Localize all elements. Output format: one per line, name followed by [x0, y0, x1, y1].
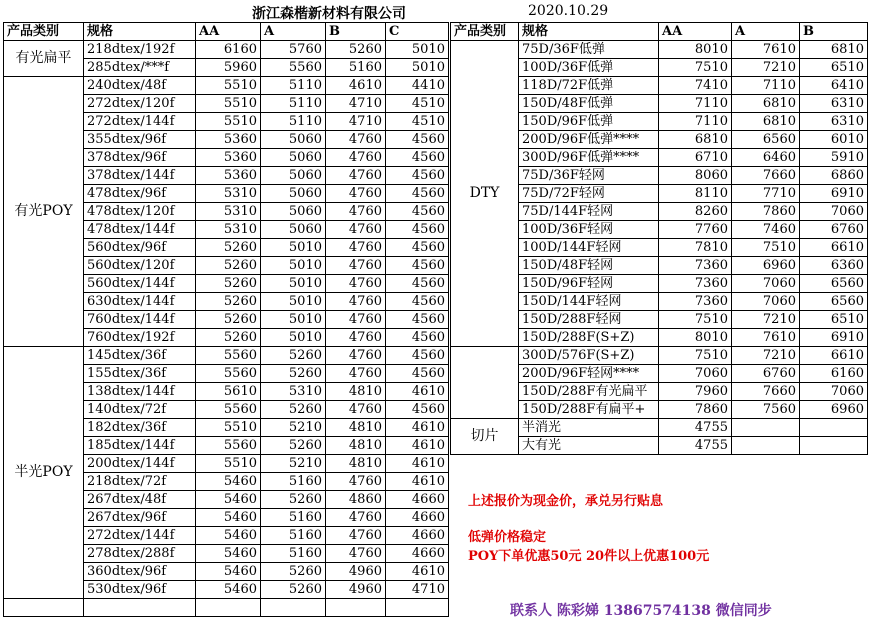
price-cell: 7110 [732, 77, 800, 95]
price-cell: 5310 [196, 221, 261, 239]
price-cell: 6760 [732, 365, 800, 383]
spec-cell: 182dtex/36f [84, 419, 196, 437]
price-cell: 6960 [732, 257, 800, 275]
spec-cell: 300D/96F低弹**** [519, 149, 659, 167]
price-cell [800, 419, 868, 437]
price-cell: 4560 [386, 293, 449, 311]
table-row [451, 41, 868, 59]
right-price-table [450, 22, 868, 455]
price-cell: 4760 [326, 275, 386, 293]
price-cell: 5260 [261, 401, 326, 419]
price-cell: 4560 [386, 131, 449, 149]
price-cell: 4610 [386, 437, 449, 455]
price-cell: 5010 [261, 329, 326, 347]
left-price-table [3, 22, 449, 617]
price-cell: 5110 [261, 95, 326, 113]
price-cell: 4810 [326, 383, 386, 401]
price-cell: 6610 [800, 347, 868, 365]
price-cell: 5160 [261, 527, 326, 545]
spec-cell: 378dtex/144f [84, 167, 196, 185]
price-cell: 5460 [196, 563, 261, 581]
price-cell: 5360 [196, 131, 261, 149]
price-cell: 7560 [732, 401, 800, 419]
contact-info: 联系人 陈彩娣 13867574138 微信同步 [510, 603, 772, 619]
price-cell: 5560 [196, 365, 261, 383]
price-cell: 4710 [386, 581, 449, 599]
spec-cell: 150D/144F轻网 [519, 293, 659, 311]
price-cell: 4610 [386, 419, 449, 437]
price-cell: 4560 [386, 185, 449, 203]
price-cell: 4760 [326, 185, 386, 203]
price-cell: 8110 [659, 185, 732, 203]
price-cell: 7510 [659, 59, 732, 77]
table-row [4, 77, 449, 95]
price-cell: 6560 [800, 293, 868, 311]
price-cell: 4760 [326, 167, 386, 185]
price-cell: 5260 [261, 347, 326, 365]
spec-cell: 530dtex/96f [84, 581, 196, 599]
price-cell: 4560 [386, 347, 449, 365]
price-cell: 5010 [261, 239, 326, 257]
price-cell: 4560 [386, 167, 449, 185]
price-cell: 8260 [659, 203, 732, 221]
price-cell: 5260 [261, 365, 326, 383]
price-cell: 4560 [386, 257, 449, 275]
spec-cell: 285dtex/***f [84, 59, 196, 77]
price-cell: 4760 [326, 473, 386, 491]
price-cell: 7210 [732, 311, 800, 329]
price-cell: 6810 [800, 41, 868, 59]
price-cell: 4710 [326, 95, 386, 113]
price-cell: 4810 [326, 455, 386, 473]
price-cell: 4810 [326, 419, 386, 437]
spec-cell: 150D/288F有光扁平 [519, 383, 659, 401]
price-cell: 5260 [261, 437, 326, 455]
spec-cell: 478dtex/120f [84, 203, 196, 221]
price-cell: 5160 [326, 59, 386, 77]
price-cell: 5010 [261, 293, 326, 311]
price-cell: 6910 [800, 329, 868, 347]
price-cell: 5260 [196, 329, 261, 347]
price-cell: 7810 [659, 239, 732, 257]
price-cell: 5160 [261, 509, 326, 527]
price-cell: 5510 [196, 455, 261, 473]
price-cell: 6910 [800, 185, 868, 203]
spec-cell: 200D/96F低弹**** [519, 131, 659, 149]
price-cell: 5160 [261, 545, 326, 563]
spec-cell: 378dtex/96f [84, 149, 196, 167]
price-cell: 5460 [196, 527, 261, 545]
spec-cell: 630dtex/144f [84, 293, 196, 311]
price-cell: 8010 [659, 41, 732, 59]
spec-cell: 185dtex/144f [84, 437, 196, 455]
spec-cell: 75D/72F轻网 [519, 185, 659, 203]
price-cell: 5910 [800, 149, 868, 167]
spec-cell: 278dtex/288f [84, 545, 196, 563]
spec-cell: 267dtex/48f [84, 491, 196, 509]
price-cell: 4810 [326, 437, 386, 455]
price-cell: 7210 [732, 59, 800, 77]
spec-cell: 240dtex/48f [84, 77, 196, 95]
category-cell: 半光POY [4, 347, 84, 599]
price-cell: 5560 [196, 437, 261, 455]
price-cell: 5260 [261, 581, 326, 599]
spec-cell: 560dtex/120f [84, 257, 196, 275]
price-cell: 4755 [659, 419, 732, 437]
price-cell: 5510 [196, 77, 261, 95]
price-cell: 5260 [196, 311, 261, 329]
price-cell: 6610 [800, 239, 868, 257]
price-cell: 5060 [261, 221, 326, 239]
spec-cell: 760dtex/192f [84, 329, 196, 347]
table-row [4, 41, 449, 59]
price-cell: 5460 [196, 581, 261, 599]
column-header: B [326, 23, 386, 41]
price-cell: 4560 [386, 203, 449, 221]
price-cell: 4560 [386, 311, 449, 329]
price-cell: 6410 [800, 77, 868, 95]
price-cell: 5260 [261, 563, 326, 581]
price-cell: 7610 [732, 41, 800, 59]
price-cell: 4760 [326, 221, 386, 239]
price-cell: 5260 [196, 257, 261, 275]
price-cell: 4760 [326, 347, 386, 365]
price-cell: 5760 [261, 41, 326, 59]
price-cell: 4760 [326, 509, 386, 527]
spec-cell: 272dtex/144f [84, 113, 196, 131]
spec-cell: 560dtex/96f [84, 239, 196, 257]
price-cell: 6860 [800, 167, 868, 185]
blank-cell [196, 599, 261, 617]
price-cell: 5960 [196, 59, 261, 77]
price-cell: 4760 [326, 293, 386, 311]
spec-cell: 150D/48F轻网 [519, 257, 659, 275]
spec-cell: 150D/48F低弹 [519, 95, 659, 113]
price-cell: 5110 [261, 77, 326, 95]
price-cell: 5060 [261, 185, 326, 203]
category-cell: 有光扁平 [4, 41, 84, 77]
spec-cell: 218dtex/192f [84, 41, 196, 59]
table-row [451, 347, 868, 365]
price-cell: 6360 [800, 257, 868, 275]
price-cell: 4560 [386, 221, 449, 239]
price-cell: 4860 [326, 491, 386, 509]
price-cell: 5510 [196, 95, 261, 113]
column-header: 产品类别 [4, 23, 84, 41]
spec-cell: 75D/144F轻网 [519, 203, 659, 221]
column-header: 产品类别 [451, 23, 519, 41]
spec-cell: 478dtex/144f [84, 221, 196, 239]
spec-cell: 138dtex/144f [84, 383, 196, 401]
price-cell [732, 437, 800, 455]
price-cell: 6810 [659, 131, 732, 149]
price-cell: 5060 [261, 131, 326, 149]
category-cell: DTY [451, 41, 519, 347]
spec-cell: 大有光 [519, 437, 659, 455]
column-header: AA [659, 23, 732, 41]
price-cell: 4510 [386, 113, 449, 131]
spec-cell: 150D/96F低弹 [519, 113, 659, 131]
spec-cell: 145dtex/36f [84, 347, 196, 365]
price-cell: 4760 [326, 311, 386, 329]
price-cell: 6510 [800, 311, 868, 329]
price-cell: 5460 [196, 491, 261, 509]
price-cell: 4960 [326, 581, 386, 599]
price-cell: 6310 [800, 95, 868, 113]
spec-cell: 150D/288F有扁平+ [519, 401, 659, 419]
price-cell: 5260 [196, 239, 261, 257]
blank-cell [261, 599, 326, 617]
category-cell [451, 347, 519, 419]
price-cell: 4760 [326, 239, 386, 257]
price-cell: 7360 [659, 275, 732, 293]
price-cell: 4760 [326, 149, 386, 167]
header-row [451, 23, 868, 41]
price-cell: 7410 [659, 77, 732, 95]
price-cell: 5260 [196, 275, 261, 293]
spec-cell: 100D/144F轻网 [519, 239, 659, 257]
price-cell: 5560 [196, 401, 261, 419]
price-cell: 4760 [326, 527, 386, 545]
price-cell: 5560 [261, 59, 326, 77]
date-label: 2020.10.29 [528, 3, 609, 19]
price-cell: 6560 [800, 275, 868, 293]
price-cell: 5060 [261, 203, 326, 221]
price-cell: 7610 [732, 329, 800, 347]
price-cell: 4960 [326, 563, 386, 581]
price-cell: 5310 [196, 203, 261, 221]
price-cell: 7460 [732, 221, 800, 239]
spec-cell: 200dtex/144f [84, 455, 196, 473]
note-cash-price: 上述报价为现金价，承兑另行贴息 [468, 494, 664, 509]
price-cell: 7510 [732, 239, 800, 257]
note-poy-discount: POY下单优惠50元 20件以上优惠100元 [468, 549, 710, 564]
spec-cell: 218dtex/72f [84, 473, 196, 491]
price-cell: 7710 [732, 185, 800, 203]
price-cell: 7360 [659, 293, 732, 311]
category-cell: 有光POY [4, 77, 84, 347]
table-row [4, 347, 449, 365]
company-title: 浙江森楷新材料有限公司 [252, 6, 406, 22]
spec-cell: 150D/288F轻网 [519, 311, 659, 329]
price-cell: 4510 [386, 95, 449, 113]
price-cell: 5060 [261, 149, 326, 167]
column-header: C [386, 23, 449, 41]
price-cell: 4755 [659, 437, 732, 455]
price-cell: 7060 [800, 203, 868, 221]
price-cell: 5010 [386, 41, 449, 59]
price-cell [800, 437, 868, 455]
price-cell: 7510 [659, 311, 732, 329]
blank-cell [4, 599, 84, 617]
spec-cell: 300D/576F(S+Z) [519, 347, 659, 365]
price-cell: 7760 [659, 221, 732, 239]
price-cell: 5010 [386, 59, 449, 77]
price-cell: 7510 [659, 347, 732, 365]
price-cell: 4610 [386, 383, 449, 401]
price-cell: 5010 [261, 257, 326, 275]
spec-cell: 75D/36F低弹 [519, 41, 659, 59]
price-cell: 4560 [386, 149, 449, 167]
price-cell: 6160 [196, 41, 261, 59]
price-cell: 5460 [196, 545, 261, 563]
price-cell: 5360 [196, 167, 261, 185]
column-header: A [261, 23, 326, 41]
price-cell: 4760 [326, 365, 386, 383]
price-cell: 5560 [196, 347, 261, 365]
header-row [4, 23, 449, 41]
price-cell: 5160 [261, 473, 326, 491]
table-row [451, 419, 868, 437]
blank-cell [326, 599, 386, 617]
price-cell: 4560 [386, 365, 449, 383]
price-cell: 8010 [659, 329, 732, 347]
spec-cell: 272dtex/144f [84, 527, 196, 545]
price-cell: 5610 [196, 383, 261, 401]
column-header: 规格 [519, 23, 659, 41]
price-cell: 4660 [386, 509, 449, 527]
spec-cell: 100D/36F低弹 [519, 59, 659, 77]
price-cell: 6960 [800, 401, 868, 419]
price-cell: 6010 [800, 131, 868, 149]
price-cell: 5310 [261, 383, 326, 401]
price-cell: 5310 [196, 185, 261, 203]
price-cell: 5060 [261, 167, 326, 185]
spec-cell: 155dtex/36f [84, 365, 196, 383]
price-cell: 5010 [261, 275, 326, 293]
price-cell: 4610 [386, 473, 449, 491]
price-cell: 4560 [386, 329, 449, 347]
price-cell: 5010 [261, 311, 326, 329]
price-cell: 5460 [196, 509, 261, 527]
spec-cell: 118D/72F低弹 [519, 77, 659, 95]
price-cell: 6810 [732, 113, 800, 131]
price-cell: 4560 [386, 275, 449, 293]
price-cell: 5210 [261, 419, 326, 437]
spec-cell: 355dtex/96f [84, 131, 196, 149]
price-cell: 5510 [196, 113, 261, 131]
price-cell: 4760 [326, 131, 386, 149]
price-cell: 6310 [800, 113, 868, 131]
price-cell: 7660 [732, 167, 800, 185]
blank-cell [386, 599, 449, 617]
price-cell: 7360 [659, 257, 732, 275]
column-header: B [800, 23, 868, 41]
price-cell: 4610 [326, 77, 386, 95]
price-cell: 4660 [386, 527, 449, 545]
price-cell: 6760 [800, 221, 868, 239]
spec-cell: 267dtex/96f [84, 509, 196, 527]
spec-cell: 272dtex/120f [84, 95, 196, 113]
spec-cell: 360dtex/96f [84, 563, 196, 581]
price-cell: 6810 [732, 95, 800, 113]
price-cell: 5510 [196, 419, 261, 437]
price-cell: 5260 [261, 491, 326, 509]
price-cell: 5360 [196, 149, 261, 167]
price-cell: 4660 [386, 491, 449, 509]
price-cell: 7060 [800, 383, 868, 401]
price-cell: 4760 [326, 329, 386, 347]
price-cell: 7060 [659, 365, 732, 383]
price-cell: 7110 [659, 113, 732, 131]
column-header: 规格 [84, 23, 196, 41]
spec-cell: 478dtex/96f [84, 185, 196, 203]
price-cell: 5210 [261, 455, 326, 473]
price-cell: 7110 [659, 95, 732, 113]
spec-cell: 150D/288F(S+Z) [519, 329, 659, 347]
price-cell: 4710 [326, 113, 386, 131]
price-cell: 5110 [261, 113, 326, 131]
price-cell [732, 419, 800, 437]
price-cell: 4760 [326, 257, 386, 275]
price-cell: 7060 [732, 275, 800, 293]
price-cell: 7210 [732, 347, 800, 365]
price-cell: 5260 [326, 41, 386, 59]
price-cell: 5260 [196, 293, 261, 311]
spec-cell: 75D/36F轻网 [519, 167, 659, 185]
price-cell: 6560 [732, 131, 800, 149]
price-cell: 4760 [326, 401, 386, 419]
blank-row [4, 599, 449, 617]
price-cell: 4560 [386, 401, 449, 419]
price-cell: 4760 [326, 545, 386, 563]
column-header: AA [196, 23, 261, 41]
spec-cell: 200D/96F轻网**** [519, 365, 659, 383]
category-cell: 切片 [451, 419, 519, 455]
price-cell: 5460 [196, 473, 261, 491]
price-cell: 7860 [732, 203, 800, 221]
column-header: A [732, 23, 800, 41]
price-cell: 4660 [386, 545, 449, 563]
price-cell: 4610 [386, 563, 449, 581]
price-cell: 4760 [326, 203, 386, 221]
price-cell: 4560 [386, 239, 449, 257]
spec-cell: 140dtex/72f [84, 401, 196, 419]
price-cell: 7660 [732, 383, 800, 401]
spec-cell: 560dtex/144f [84, 275, 196, 293]
price-cell: 7860 [659, 401, 732, 419]
spec-cell: 100D/36F轻网 [519, 221, 659, 239]
price-cell: 7060 [732, 293, 800, 311]
price-cell: 6160 [800, 365, 868, 383]
spec-cell: 760dtex/144f [84, 311, 196, 329]
price-cell: 7960 [659, 383, 732, 401]
price-cell: 6710 [659, 149, 732, 167]
price-cell: 8060 [659, 167, 732, 185]
blank-cell [84, 599, 196, 617]
price-cell: 4410 [386, 77, 449, 95]
price-cell: 6510 [800, 59, 868, 77]
note-dty-stable: 低弹价格稳定 [468, 530, 547, 545]
spec-cell: 半消光 [519, 419, 659, 437]
spec-cell: 150D/96F轻网 [519, 275, 659, 293]
price-cell: 4610 [386, 455, 449, 473]
price-cell: 6460 [732, 149, 800, 167]
